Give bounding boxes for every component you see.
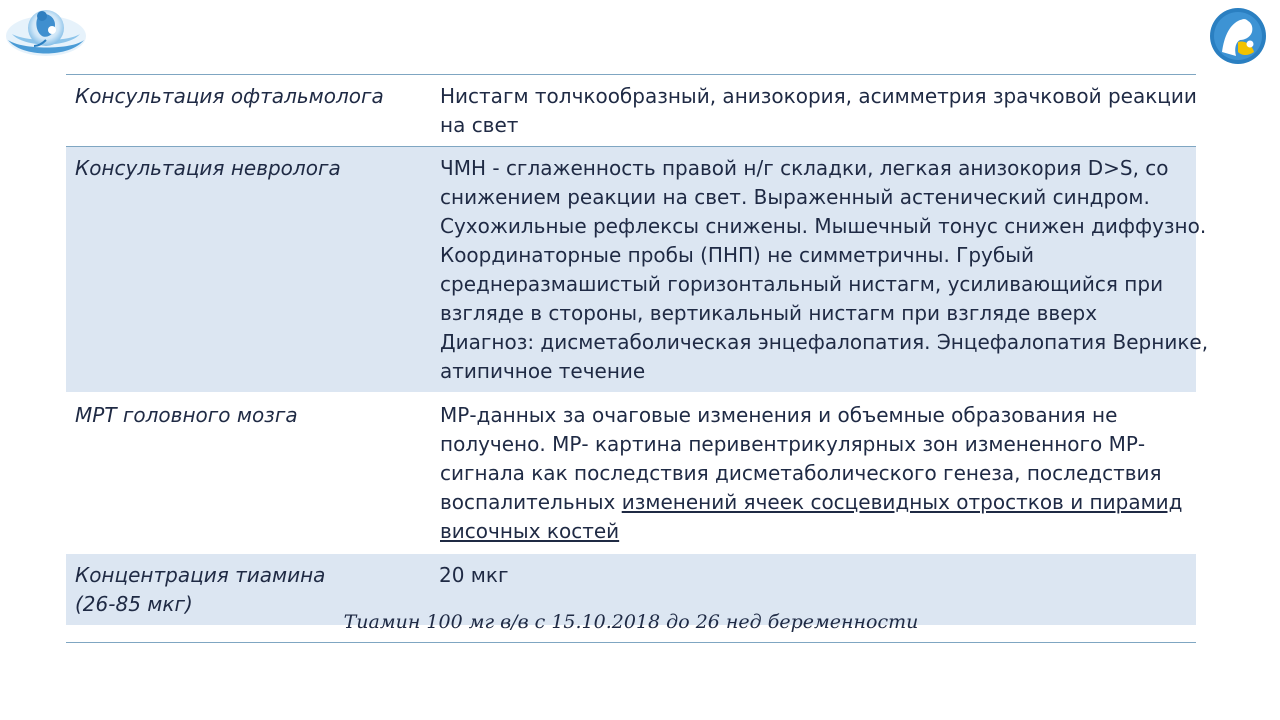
value-line: на свет bbox=[440, 113, 519, 137]
mother-child-round-logo-icon bbox=[1208, 6, 1268, 66]
value-line: сигнала как последствия дисметаболического генеза, последствия bbox=[440, 461, 1162, 485]
value-line: среднеразмашистый горизонтальный нистагм, усиливающийся при bbox=[440, 272, 1164, 296]
value-line bbox=[440, 488, 1183, 517]
value-line: получено. МР- картина перивентрикулярных зон измененного МР- bbox=[440, 432, 1146, 456]
clinic-logo bbox=[2, 0, 90, 62]
row-label: МРТ головного мозга bbox=[75, 403, 298, 427]
center-logo bbox=[1208, 6, 1268, 66]
value-text: воспалительных bbox=[440, 490, 622, 514]
table-row-ophthalmologist bbox=[66, 75, 1196, 147]
findings-table bbox=[66, 74, 1209, 627]
row-value bbox=[430, 394, 1203, 552]
value-line bbox=[440, 517, 1183, 546]
value-line: взгляде в стороны, вертикальный нистагм при взгляде вверх bbox=[440, 301, 1098, 325]
value-line: снижением реакции на свет. Выраженный астенический синдром. bbox=[440, 185, 1150, 209]
mother-child-logo-icon bbox=[2, 0, 90, 62]
row-value bbox=[430, 75, 1217, 146]
value-line: МР-данных за очаговые изменения и объемные образования не bbox=[440, 403, 1118, 427]
row-value bbox=[430, 147, 1228, 392]
value-line: Нистагм толчкообразный, анизокория, асимметрия зрачковой реакции bbox=[440, 84, 1197, 108]
value-line: Сухожильные рефлексы снижены. Мышечный тонус снижен диффузно. bbox=[440, 214, 1207, 238]
treatment-note: Тиамин 100 мг в/в с 15.10.2018 до 26 нед беременности bbox=[66, 604, 1196, 643]
table-row-mri bbox=[66, 394, 1196, 554]
label-line: Концентрация тиамина bbox=[75, 563, 326, 587]
underlined-link-text[interactable]: изменений ячеек сосцевидных отростков и пирамид bbox=[621, 490, 1183, 514]
row-label: Консультация офтальмолога bbox=[75, 84, 384, 108]
underlined-link-text[interactable]: височных костей bbox=[440, 519, 620, 543]
value-line: 20 мкг bbox=[439, 563, 509, 587]
row-label: Консультация невролога bbox=[75, 156, 341, 180]
value-line: атипичное течение bbox=[440, 359, 646, 383]
value-line: ЧМН - сглаженность правой н/г складки, легкая анизокория D>S, со bbox=[440, 156, 1169, 180]
value-line: Диагноз: дисметаболическая энцефалопатия. Энцефалопатия Вернике, bbox=[440, 330, 1209, 354]
value-line: Координаторные пробы (ПНП) не симметричны. Грубый bbox=[440, 243, 1035, 267]
table-row-neurologist bbox=[66, 147, 1209, 394]
label-line: (26-85 мкг) bbox=[75, 592, 193, 616]
